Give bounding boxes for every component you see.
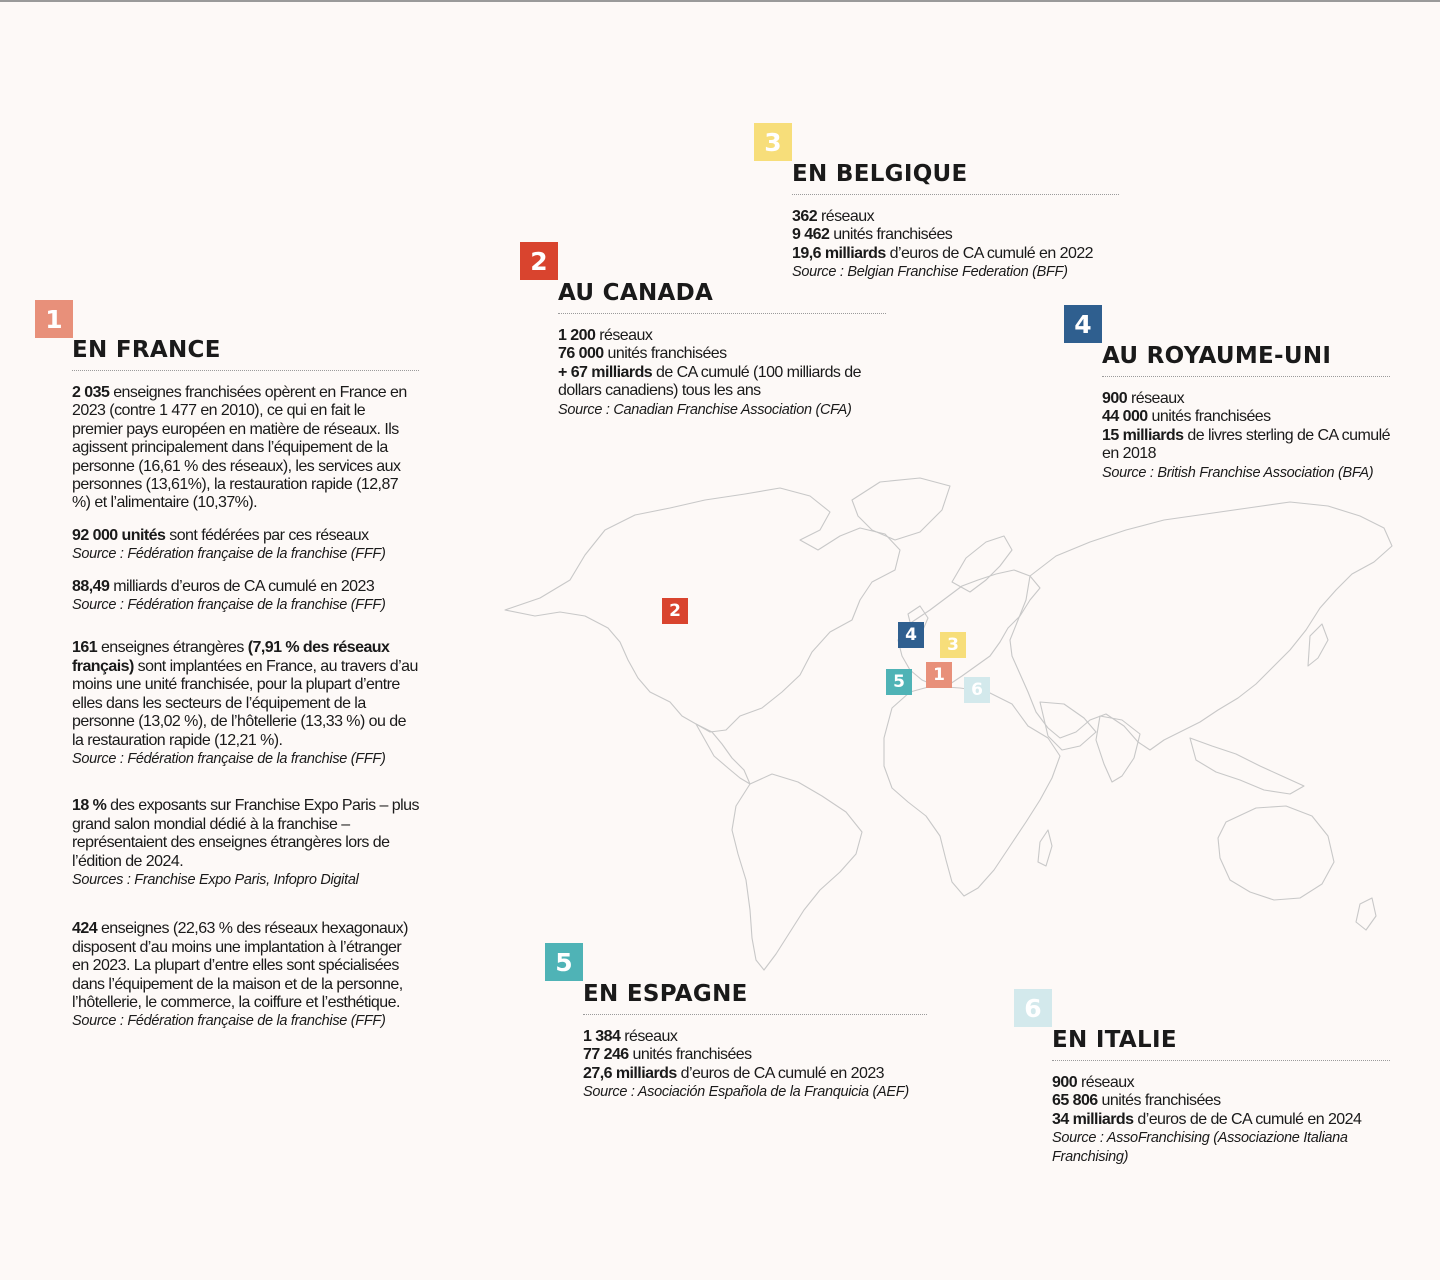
map-badge-italie: 6 [964,677,990,703]
belgique-badge: 3 [754,123,792,161]
espagne-line-3: 27,6 milliards d’euros de CA cumulé en 2023 [583,1064,885,1082]
espagne-source: Source : Asociación Española de la Franquicia (AEF) [583,1084,909,1101]
espagne-line-2: 77 246 unités franchisées [583,1046,752,1064]
map-badge-royaume-uni: 4 [898,622,924,648]
royaume-uni-title: AU ROYAUME-UNI [1102,343,1390,377]
france-source-5: Sources : Franchise Expo Paris, Infopro Digital [72,871,359,888]
canada-title: AU CANADA [558,280,886,314]
espagne-section [583,981,927,1102]
royaume-uni-line-2: 44 000 unités franchisées [1102,408,1271,426]
map-southeast-asia [1190,738,1304,794]
royaume-uni-badge: 4 [1064,305,1102,343]
canada-line-3: + 67 milliards de CA cumulé (100 milliards de dollars canadiens) tous les ans [558,363,861,400]
map-australia [1218,806,1334,900]
royaume-uni-line-3: 15 milliards de livres sterling de CA cumulé en 2018 [1102,426,1390,463]
top-rule [0,0,1440,2]
royaume-uni-section [1102,343,1390,482]
france-source-3: Source : Fédération française de la franchise (FFF) [72,597,386,614]
espagne-line-1: 1 384 réseaux [583,1028,678,1045]
map-india [1096,716,1140,782]
italie-source: Source : AssoFranchising (Associazione Italiana Franchising) [1052,1130,1348,1165]
italie-line-1: 900 réseaux [1052,1074,1135,1091]
belgique-source: Source : Belgian Franchise Federation (BFF) [792,264,1068,281]
italie-badge: 6 [1014,989,1052,1027]
royaume-uni-source: Source : British Franchise Association (BFA) [1102,464,1374,481]
belgique-line-3: 19,6 milliards d’euros de CA cumulé en 2022 [792,244,1094,262]
map-badge-france: 1 [926,662,952,688]
map-north-america [505,488,900,732]
map-new-zealand [1356,898,1376,930]
france-paragraph-6: 424 enseignes (22,63 % des réseaux hexagonaux) disposent d’au moins une implantation à l’étranger en 2023. La plupart d’entre elles sont spécialisées dans l’équipement de la maison et de la personne, l’hôtellerie, le commerce, la coiffure et l’esthétique. [72,920,408,1011]
belgique-line-2: 9 462 unités franchisées [792,226,953,244]
map-central-america [696,724,750,784]
france-source-6: Source : Fédération française de la franchise (FFF) [72,1013,386,1030]
italie-line-3: 34 milliards d’euros de de CA cumulé en 2024 [1052,1110,1362,1128]
france-paragraph-5: 18 % des exposants sur Franchise Expo Paris – plus grand salon mondial dédié à la franchise – représentaient des enseignes étrangères lors de l’édition de 2024. [72,797,419,870]
canada-badge: 2 [520,242,558,280]
map-badge-canada: 2 [662,598,688,624]
italie-line-2: 65 806 unités franchisées [1052,1092,1221,1110]
canada-section [558,280,886,419]
france-source-4: Source : Fédération française de la franchise (FFF) [72,750,386,767]
map-badge-espagne: 5 [886,669,912,695]
belgique-line-1: 362 réseaux [792,208,875,225]
france-paragraph-1: 2 035 enseignes franchisées opèrent en France en 2023 (contre 1 477 en 2010), ce qui en fait le premier pays européen en matière de réseaux. Ils agissent principalement dans l’équipement de la personne (16,61 % des réseaux), les services aux personnes (13,61%), la restauration rapide (12,87 %) et l’alimentaire (10,37%). [72,384,407,512]
belgique-section [792,161,1119,282]
italie-section [1052,1027,1390,1166]
france-section [72,337,419,1031]
map-scandinavia [952,536,1012,592]
france-badge: 1 [35,300,73,338]
italie-title: EN ITALIE [1052,1027,1390,1061]
france-paragraph-3: 88,49 milliards d’euros de CA cumulé en 2023 [72,577,375,595]
france-paragraph-4: 161 enseignes étrangères (7,91 % des réseaux français) sont implantées en France, au travers d’au moins une unité franchisée, pour la plupart d’entre elles dans les secteurs de l’équipement de la personne (13,02 %), de l’hôtellerie (13,33 %) ou de la restauration rapide (12,21 %). [72,639,418,749]
espagne-title: EN ESPAGNE [583,981,927,1015]
map-japan [1308,624,1328,666]
royaume-uni-line-1: 900 réseaux [1102,390,1185,407]
map-badge-belgique: 3 [940,632,966,658]
france-paragraph-2: 92 000 unités sont fédérées par ces réseaux [72,526,369,544]
map-south-america [732,774,862,970]
france-source-2: Source : Fédération française de la franchise (FFF) [72,546,386,563]
france-title: EN FRANCE [72,337,419,371]
canada-line-2: 76 000 unités franchisées [558,345,727,363]
map-africa [884,686,1060,896]
canada-source: Source : Canadian Franchise Association (CFA) [558,401,852,418]
belgique-title: EN BELGIQUE [792,161,1119,195]
map-arabia [1040,702,1096,750]
canada-line-1: 1 200 réseaux [558,327,653,344]
map-greenland [852,478,950,540]
map-madagascar [1038,830,1052,866]
world-map [500,470,1420,980]
map-asia [1010,502,1392,750]
espagne-badge: 5 [545,943,583,981]
